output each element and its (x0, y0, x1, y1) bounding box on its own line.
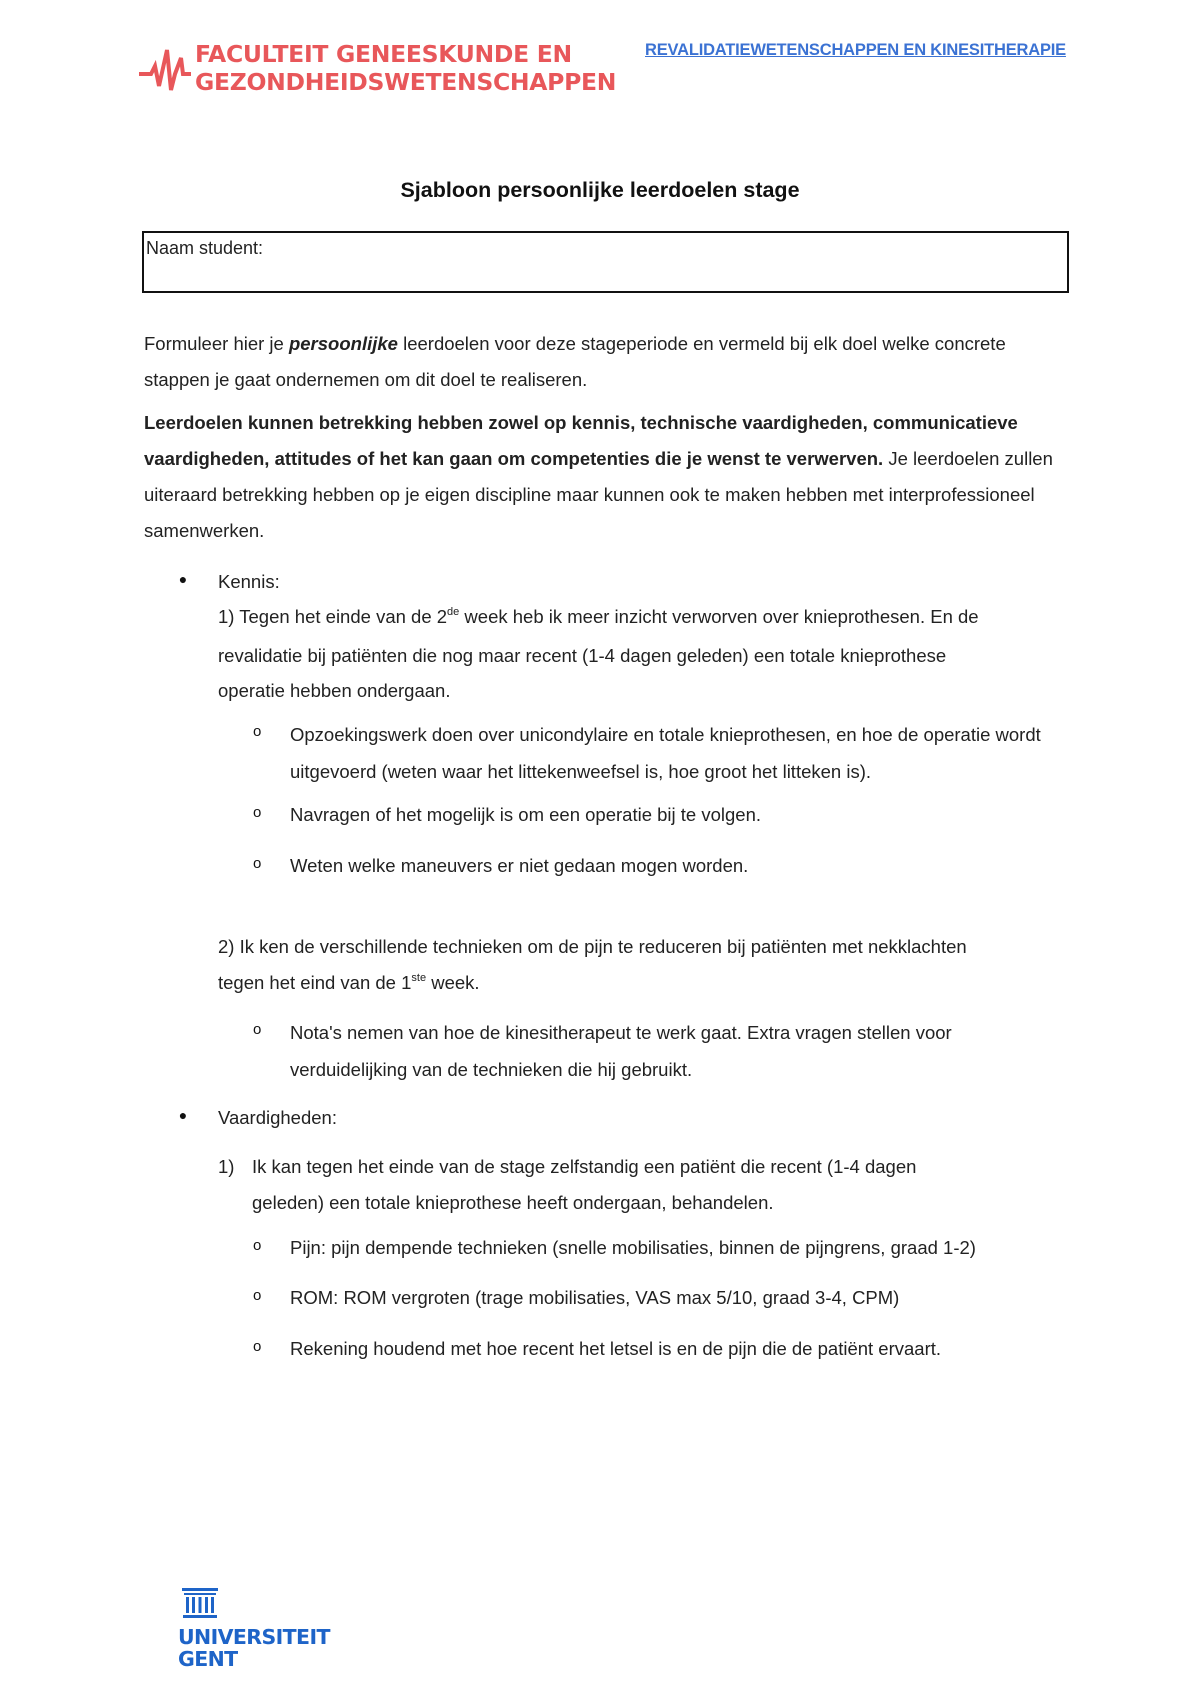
vaardigheden-goal1-line1: Ik kan tegen het einde van de stage zelfstandig een patiënt die recent (1-4 dagen (252, 1156, 917, 1177)
kennis-goal1-line1 (218, 599, 1068, 638)
vaardigheden-subitem-2: ROM: ROM vergroten (trage mobilisaties, VAS max 5/10, graad 3-4, CPM) (290, 1287, 900, 1308)
kennis-goal2-subitem: Nota's nemen van hoe de kinesitherapeut te werk gaat. Extra vragen stellen voor verduidelijking van de technieken die hij gebruikt. (290, 1022, 952, 1080)
student-name-field[interactable] (142, 231, 1069, 293)
university-name-line1: UNIVERSITEIT (178, 1625, 330, 1649)
kennis-goal1-line1-a: 1) Tegen het einde van de 2 (218, 606, 448, 627)
intro-p1-emphasis: persoonlijke (288, 333, 398, 354)
intro-p2-rest: Je leerdoelen zullen uiteraard betrekking hebben op je eigen discipline maar kunnen ook te maken hebben met interprofessioneel samenwerken. (144, 448, 1053, 541)
faculty-logo (137, 40, 617, 100)
subbullet-k1-3: o (253, 855, 262, 872)
intro-section (144, 326, 1064, 549)
vaardigheden-goal1 (252, 1149, 1072, 1221)
vaardigheden-goal1-number: 1) (218, 1156, 235, 1177)
subbullet-v1-3: o (253, 1338, 262, 1355)
department-link[interactable]: REVALIDATIEWETENSCHAPPEN EN KINESITHERAPIE (645, 41, 1066, 59)
kennis-subitem-1: Opzoekingswerk doen over unicondylaire en totale knieprothesen, en hoe de operatie wordt uitgevoerd (weten waar het littekenweefsel is, hoe groot het litteken is). (290, 724, 1041, 782)
kennis-goal1-line1-b: week heb ik meer inzicht verworven over knieprothesen. En de (459, 606, 979, 627)
kennis-goal1-line3: operatie hebben ondergaan. (218, 680, 451, 701)
bullet-kennis: ● (178, 571, 188, 587)
subbullet-v1-2: o (253, 1287, 262, 1304)
vaardigheden-goal1-line2: geleden) een totale knieprothese heeft ondergaan, behandelen. (252, 1192, 774, 1213)
intro-paragraph-1 (144, 326, 1064, 398)
kennis-section (218, 564, 1068, 708)
university-name (178, 1626, 330, 1670)
vaardigheden-subitem-3: Rekening houdend met hoe recent het letsel is en de pijn die de patiënt ervaart. (290, 1338, 942, 1359)
student-name-label: Naam student: (146, 238, 264, 258)
vaardigheden-label: Vaardigheden: (218, 1107, 337, 1128)
kennis-goal2 (218, 929, 1068, 1004)
kennis-label: Kennis: (218, 571, 280, 592)
faculty-name-line2: GEZONDHEIDSWETENSCHAPPEN (195, 68, 617, 96)
kennis-goal1-line2: revalidatie bij patiënten die nog maar recent (1-4 dagen geleden) een totale knieprothese (218, 645, 947, 666)
university-name-line2: GENT (178, 1647, 238, 1671)
kennis-goal2-line1: 2) Ik ken de verschillende technieken om de pijn te reduceren bij patiënten met nekklachten (218, 936, 967, 957)
heartbeat-logo-icon (137, 46, 193, 92)
subbullet-k2-1: o (253, 1021, 262, 1038)
subbullet-k1-1: o (253, 723, 262, 740)
faculty-name-line1: FACULTEIT GENEESKUNDE EN (195, 40, 572, 68)
university-logo (178, 1586, 330, 1676)
vaardigheden-subitem-1: Pijn: pijn dempende technieken (snelle mobilisaties, binnen de pijngrens, graad 1-2) (290, 1237, 976, 1258)
subbullet-k1-2: o (253, 804, 262, 821)
document-title: Sjabloon persoonlijke leerdoelen stage (400, 178, 800, 202)
subbullet-v1-1: o (253, 1237, 262, 1254)
intro-p2-bold: Leerdoelen kunnen betrekking hebben zowel op kennis, technische vaardigheden, communicatieve vaardigheden, attitudes of het kan gaan om competenties die je wenst te verwerven. (144, 412, 1018, 469)
kennis-subitem-3: Weten welke maneuvers er niet gedaan mogen worden. (290, 855, 749, 876)
university-building-icon (180, 1586, 220, 1622)
kennis-goal1-sup: de (447, 606, 460, 618)
intro-p1-before: Formuleer hier je (144, 333, 289, 354)
kennis-goal2-line2 (218, 965, 1068, 1004)
intro-paragraph-2 (144, 405, 1064, 549)
faculty-name (195, 40, 616, 96)
bullet-vaardigheden: ● (178, 1107, 188, 1123)
kennis-goal2-sup: ste (411, 972, 427, 984)
kennis-goal2-line2-a: tegen het eind van de 1 (218, 972, 412, 993)
kennis-subitem-2: Navragen of het mogelijk is om een operatie bij te volgen. (290, 804, 761, 825)
kennis-goal2-line2-b: week. (426, 972, 480, 993)
intro-p1-after: leerdoelen voor deze stageperiode en vermeld bij elk doel welke concrete stappen je gaat ondernemen om dit doel te realiseren. (144, 333, 1006, 390)
